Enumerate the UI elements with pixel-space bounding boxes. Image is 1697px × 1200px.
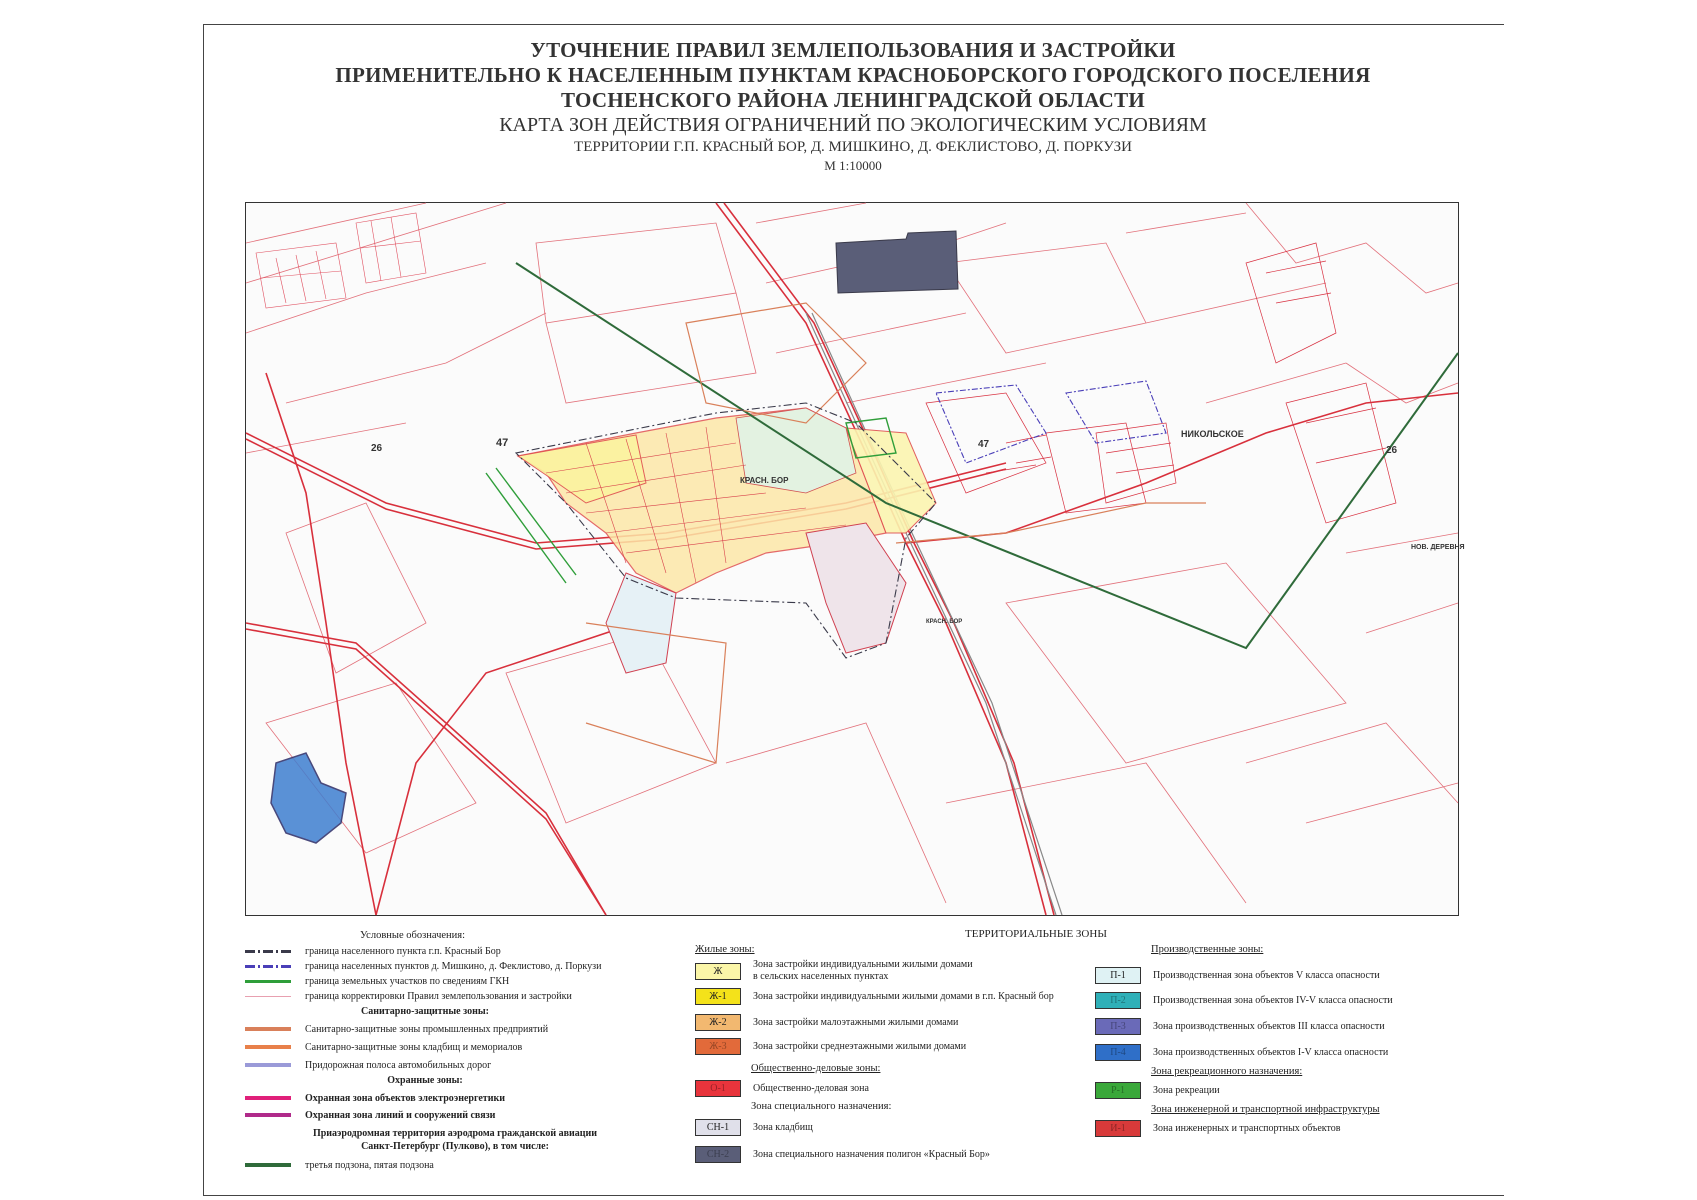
legend-line-row [245, 974, 509, 988]
zone-swatch: Ж-1 [695, 988, 741, 1005]
zone-label: Зона застройки малоэтажными жилыми домами [753, 1017, 959, 1028]
zone-p4-blue[interactable] [271, 753, 346, 843]
zone-label: Зона специального назначения полигон «Красный Бор» [753, 1149, 990, 1160]
title-line-2: ПРИМЕНИТЕЛЬНО К НАСЕЛЕННЫМ ПУНКТАМ КРАСНОБОРСКОГО ГОРОДСКОГО ПОСЕЛЕНИЯ [335, 63, 1371, 87]
left-settlement-grid [256, 213, 426, 308]
residential-title: Жилые зоны: [695, 944, 755, 955]
map-scale: М 1:10000 [824, 158, 882, 173]
legend-airport-label: третья подзона, пятая подзона [305, 1159, 434, 1171]
zone-swatch: Ж-3 [695, 1038, 741, 1055]
zone-label: Зона производственных объектов I-V класса опасности [1153, 1047, 1389, 1058]
zone-label-line-2: в сельских населенных пунктах [753, 971, 889, 982]
legend-line-label: граница земельных участков по сведениям ГКН [305, 975, 510, 987]
zone-special-south[interactable] [806, 523, 906, 653]
industrial-title: Производственные зоны: [1151, 944, 1264, 955]
title-block [203, 38, 1503, 175]
zone-swatch: Р-1 [1095, 1082, 1141, 1099]
zone-sn2-polygon[interactable] [836, 231, 958, 293]
infra-title: Зона инженерной и транспортной инфраструктуры [1151, 1104, 1380, 1115]
map-canvas[interactable] [245, 202, 1465, 916]
zone-row-zh3 [695, 1038, 966, 1055]
zone-swatch: Ж [695, 963, 741, 980]
legend-line-label: граница населенных пунктов д. Мишкино, д. Феклистово, д. Поркузи [305, 960, 602, 972]
public-title: Общественно-деловые зоны: [751, 1063, 881, 1074]
legend-line-row [245, 944, 501, 958]
zone-swatch: Ж-2 [695, 1014, 741, 1031]
title-line-1: УТОЧНЕНИЕ ПРАВИЛ ЗЕМЛЕПОЛЬЗОВАНИЯ И ЗАСТРОЙКИ [530, 38, 1176, 62]
legend [245, 922, 1457, 1182]
legend-sanitary-row [245, 1058, 491, 1072]
title-line-3: ТОСНЕНСКОГО РАЙОНА ЛЕНИНГРАДСКОЙ ОБЛАСТИ [560, 88, 1146, 112]
village-boundary-2 [1066, 381, 1166, 443]
legend-sanitary-swatch [245, 1027, 291, 1031]
nikolskoe-parcels [926, 243, 1396, 523]
legend-protect-row [245, 1108, 495, 1122]
zone-swatch: СН-2 [695, 1146, 741, 1163]
legend-sanitary-swatch [245, 1045, 291, 1049]
label-nov-derevnya: НОВ. ДЕРЕВНЯ [1411, 544, 1465, 551]
zone-row-p1 [1095, 967, 1380, 984]
legend-line-row [245, 989, 572, 1003]
zone-label: Общественно-деловая зона [753, 1083, 869, 1094]
legend-airport-title-2: Санкт-Петербург (Пулково), в том числе: [361, 1141, 549, 1152]
legend-line-label: граница корректировки Правил землепользования и застройки [305, 990, 572, 1002]
label-26-right: 26 [1386, 445, 1398, 456]
zone-row-p3 [1095, 1018, 1385, 1035]
legend-sanitary-label: Санитарно-защитные зоны кладбищ и мемориалов [305, 1041, 523, 1053]
zone-label: Зона инженерных и транспортных объектов [1153, 1123, 1341, 1134]
legend-sanitary-label: Санитарно-защитные зоны промышленных предприятий [305, 1023, 549, 1035]
zone-label: Зона рекреации [1153, 1085, 1220, 1096]
zone-label: Зона застройки среднеэтажными жилыми домами [753, 1041, 967, 1052]
map-title: КАРТА ЗОН ДЕЙСТВИЯ ОГРАНИЧЕНИЙ ПО ЭКОЛОГИЧЕСКИМ УСЛОВИЯМ [499, 114, 1207, 136]
legend-protect-row [245, 1091, 505, 1105]
label-47: 47 [496, 437, 509, 449]
zone-row-r1 [1095, 1082, 1220, 1099]
territorial-zones-title: ТЕРРИТОРИАЛЬНЫЕ ЗОНЫ [965, 928, 1107, 940]
label-krasny-bor-south: КРАСН. БОР [926, 619, 963, 625]
legend-sanitary-row [245, 1022, 548, 1036]
zone-swatch: СН-1 [695, 1119, 741, 1136]
zone-row-p4 [1095, 1044, 1388, 1061]
legend-line-label: граница населенного пункта г.п. Красный Бор [305, 945, 501, 957]
legend-protect-title: Охранные зоны: [387, 1075, 463, 1086]
legend-line-swatch [245, 996, 291, 997]
legend-airport-title-1: Приаэродромная территория аэродрома гражданской авиации [312, 1128, 598, 1139]
zone-swatch: П-4 [1095, 1044, 1141, 1061]
legend-sanitary-label: Придорожная полоса автомобильных дорог [305, 1059, 492, 1071]
zone-row-p2 [1095, 992, 1393, 1009]
zone-swatch: П-3 [1095, 1018, 1141, 1035]
village-boundary-1 [936, 385, 1046, 463]
legend-protect-swatch [245, 1096, 291, 1100]
legend-sanitary-row [245, 1040, 522, 1054]
label-47-east: 47 [978, 439, 990, 450]
map-svg [246, 203, 1465, 915]
zone-row-zh1 [695, 988, 1054, 1005]
zone-swatch: П-1 [1095, 967, 1141, 984]
legend-line-swatch [245, 950, 291, 953]
recreation-title: Зона рекреационного назначения: [1151, 1066, 1303, 1077]
zone-label [753, 959, 973, 983]
zone-row-i1 [1095, 1120, 1340, 1137]
zone-row-sn1 [695, 1119, 813, 1136]
legend-protect-swatch [245, 1113, 291, 1117]
zone-swatch: О-1 [695, 1080, 741, 1097]
label-26-left: 26 [371, 443, 383, 454]
zone-label: Производственная зона объектов V класса опасности [1153, 970, 1380, 981]
legend-protect-label: Охранная зона линий и сооружений связи [305, 1109, 496, 1121]
zone-label: Зона кладбищ [753, 1122, 813, 1133]
legend-airport-row [245, 1158, 434, 1172]
zone-label-line-1: Зона застройки индивидуальными жилыми домами [753, 959, 973, 970]
legend-line-swatch [245, 980, 291, 983]
zone-label: Производственная зона объектов IV-V класса опасности [1153, 995, 1393, 1006]
legend-airport-swatch [245, 1163, 291, 1167]
zone-swatch: И-1 [1095, 1120, 1141, 1137]
legend-title: Условные обозначения: [360, 930, 466, 941]
zone-row-sn2 [695, 1146, 990, 1163]
zone-swatch: П-2 [1095, 992, 1141, 1009]
zone-row-zh2 [695, 1014, 958, 1031]
zone-row-zh [695, 959, 973, 983]
legend-sanitary-title: Санитарно-защитные зоны: [361, 1006, 489, 1017]
legend-sanitary-swatch [245, 1063, 291, 1067]
special-title: Зона специального назначения: [751, 1101, 892, 1112]
zone-row-o1 [695, 1080, 869, 1097]
label-krasny-bor: КРАСН. БОР [740, 476, 789, 485]
map-subtitle: ТЕРРИТОРИИ Г.П. КРАСНЫЙ БОР, Д. МИШКИНО, Д. ФЕКЛИСТОВО, Д. ПОРКУЗИ [574, 139, 1132, 155]
legend-line-swatch [245, 965, 291, 968]
zone-label: Зона производственных объектов III класса опасности [1153, 1021, 1385, 1032]
legend-line-row [245, 959, 601, 973]
label-nikolskoe: НИКОЛЬСКОЕ [1181, 429, 1244, 439]
zone-label: Зона застройки индивидуальными жилыми домами в г.п. Красный бор [753, 991, 1054, 1002]
legend-protect-label: Охранная зона объектов электроэнергетики [305, 1092, 506, 1104]
